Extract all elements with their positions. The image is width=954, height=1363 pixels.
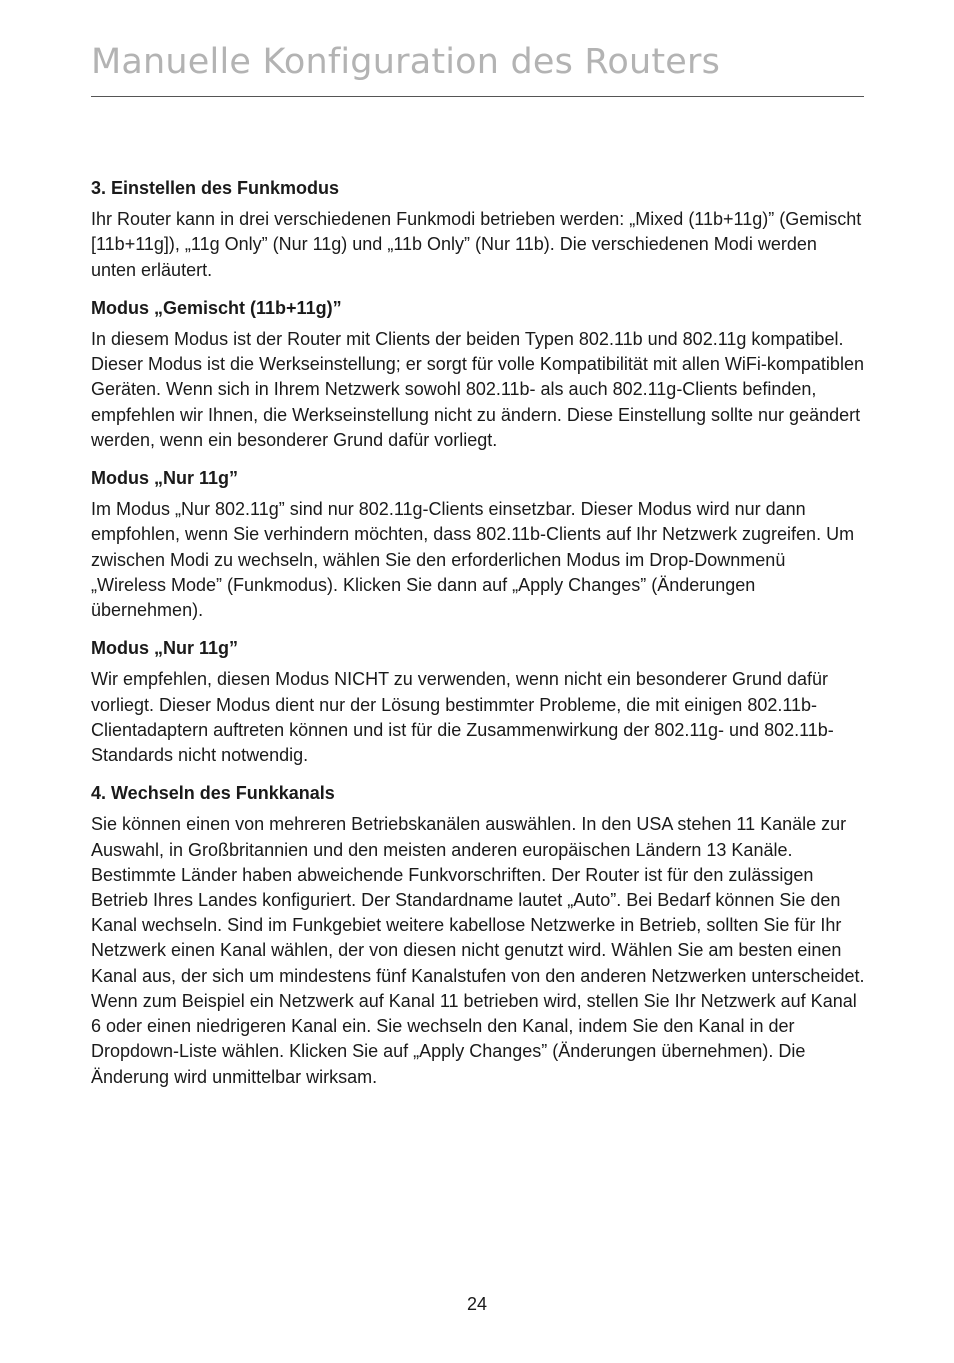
- section-funkkanal: [91, 781, 865, 1089]
- section-heading: 3. Einstellen des Funkmodus: [91, 178, 340, 198]
- section-body: In diesem Modus ist der Router mit Clients der beiden Typen 802.11b und 802.11g kompatibel. Dieser Modus ist die Werkseinstellung; er sorgt für volle Kompatibilität mit allen WiFi-kompatiblen Geräten. Wenn sich in Ihrem Netzwerk sowohl 802.11b- als auch 802.11g-Clients befinden, empfehlen wir Ihnen, die Werkseinstellung nicht zu ändern. Diese Einstellung sollte nur geändert werden, wenn ein besonderer Grund dafür vorliegt.: [91, 329, 864, 450]
- section-heading: 4. Wechseln des Funkkanals: [91, 783, 335, 804]
- section-body: Wir empfehlen, diesen Modus NICHT zu verwenden, wenn nicht ein besonderer Grund dafür vorliegt. Dieser Modus dient nur der Lösung bestimmter Probleme, die mit einigen 802.11b-Clientadaptern auftreten können und ist für die Zusammenwirkung der 802.11g- und 802.11b-Standards nicht notwendig.: [91, 669, 834, 766]
- page-content: [91, 176, 865, 1103]
- page-number: 24: [466, 1294, 488, 1314]
- title-divider: [91, 96, 864, 97]
- section-heading: Modus „Nur 11g”: [91, 468, 239, 489]
- section-funkmodus: [91, 176, 865, 283]
- section-body: Ihr Router kann in drei verschiedenen Funkmodi betrieben werden: „Mixed (11b+11g)” (Gemischt [11b+11g]), „11g Only” (Nur 11g) und „11b Only” (Nur 11b). Die verschiedenen Modi werden unten erläutert.: [91, 209, 862, 280]
- section-modus-gemischt: [91, 296, 865, 453]
- section-heading: Modus „Nur 11g”: [91, 638, 239, 659]
- section-body: Sie können einen von mehreren Betriebskanälen auswählen. In den USA stehen 11 Kanäle zur Auswahl, in Großbritannien und den meisten anderen europäischen Ländern 13 Kanäle. Bestimmte Länder haben abweichende Funkvorschriften. Der Router ist für den zulässigen Betrieb Ihres Landes konfiguriert. Der Standardname lautet „Auto”. Bei Bedarf können Sie den Kanal wechseln. Sind im Funkgebiet weitere kabellose Netzwerke in Betrieb, sollten Sie für Ihr Netzwerk einen Kanal wählen, der von diesen nicht genutzt wird. Wählen Sie am besten einen Kanal aus, der sich um mindestens fünf Kanalstufen von den anderen Netzwerken unterscheidet. Wenn zum Beispiel ein Netzwerk auf Kanal 11 betrieben wird, stellen Sie Ihr Netzwerk auf Kanal 6 oder einen niedrigeren Kanal ein. Sie wechseln den Kanal, indem Sie den Kanal in der Dropdown-Liste wählen. Klicken Sie auf „Apply Changes” (Änderungen übernehmen). Die Änderung wird unmittelbar wirksam.: [91, 814, 865, 1087]
- section-modus-nur-11g-second: [91, 636, 865, 768]
- section-modus-nur-11g: [91, 466, 865, 623]
- section-heading: Modus „Gemischt (11b+11g)”: [91, 297, 342, 318]
- section-body: Im Modus „Nur 802.11g” sind nur 802.11g-Clients einsetzbar. Dieser Modus wird nur dann empfohlen, wenn Sie verhindern möchten, dass 802.11b-Clients auf Ihr Netzwerk zugreifen. Um zwischen Modi zu wechseln, wählen Sie den erforderlichen Modus im Drop-Downmenü „Wireless Mode” (Funkmodus). Klicken Sie dann auf „Apply Changes” (Änderungen übernehmen).: [91, 499, 855, 621]
- page-title: Manuelle Konfiguration des Routers: [91, 42, 721, 82]
